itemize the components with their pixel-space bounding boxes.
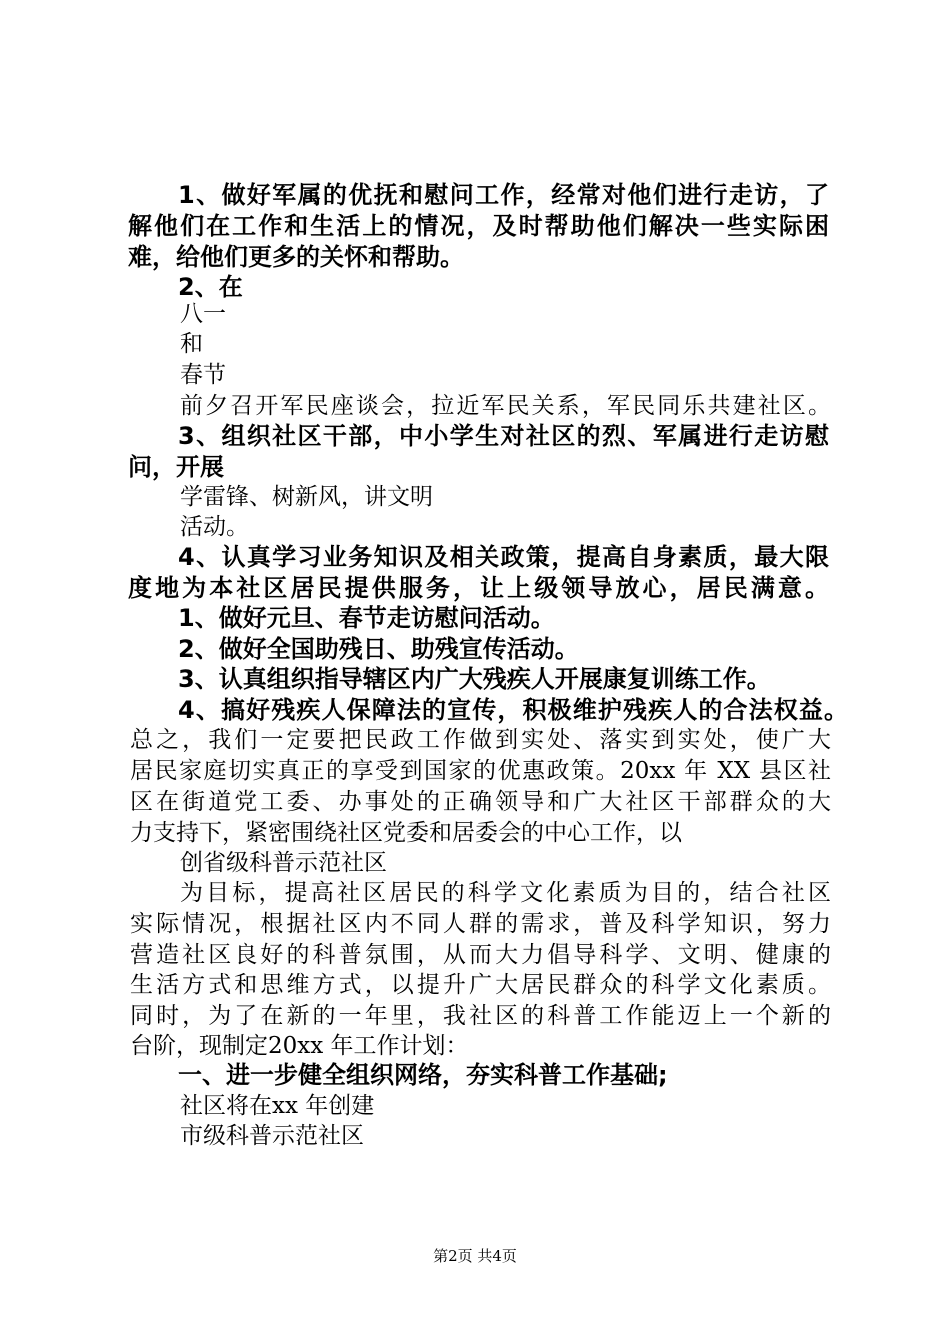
text-line-25: 实际情况，根据社区内不同人群的需求，普及科学知识，努力	[130, 911, 831, 937]
text-line-17: 3、认真组织指导辖区内广大残疾人开展康复训练工作。	[178, 665, 771, 693]
text-line-1: 1、做好军属的优抚和慰问工作，经常对他们进行走访，了	[178, 181, 829, 209]
text-line-14: 度地为本社区居民提供服务，让上级领导放心，居民满意。	[128, 574, 829, 602]
text-line-23: 创省级科普示范社区	[180, 850, 387, 876]
text-line-20: 居民家庭切实真正的享受到国家的优惠政策。20xx 年 XX 县区社	[130, 758, 831, 784]
text-line-4: 2、在	[178, 273, 243, 301]
text-line-2: 解他们在工作和生活上的情况，及时帮助他们解决一些实际困	[128, 212, 829, 240]
text-line-11: 学雷锋、树新风，讲文明	[180, 484, 433, 510]
text-line-18: 4、搞好残疾人保障法的宣传，积极维护残疾人的合法权益。	[178, 696, 848, 724]
text-line-32: 市级科普示范社区	[180, 1123, 364, 1149]
text-line-7: 春节	[180, 362, 226, 388]
text-line-16: 2、做好全国助残日、助残宣传活动。	[178, 635, 579, 663]
text-line-10: 问，开展	[128, 453, 224, 481]
text-line-27: 生活方式和思维方式，以提升广大居民群众的科学文化素质。	[130, 972, 831, 998]
text-line-24: 为目标，提高社区居民的科学文化素质为目的，结合社区	[180, 880, 831, 906]
text-line-15: 1、做好元旦、春节走访慰问活动。	[178, 604, 555, 632]
text-line-8: 前夕召开军民座谈会，拉近军民关系，军民同乐共建社区。	[180, 393, 831, 419]
text-line-13: 4、认真学习业务知识及相关政策，提高自身素质，最大限	[178, 543, 829, 571]
text-line-19: 总之，我们一定要把民政工作做到实处、落实到实处，使广大	[130, 727, 831, 753]
text-line-30: 一、进一步健全组织网络，夯实科普工作基础;	[178, 1061, 668, 1089]
text-line-6: 和	[180, 331, 203, 357]
text-line-21: 区在街道党工委、办事处的正确领导和广大社区干部群众的大	[130, 789, 831, 815]
text-line-9: 3、组织社区干部，中小学生对社区的烈、军属进行走访慰	[178, 422, 829, 450]
text-line-29: 台阶，现制定20xx 年工作计划：	[130, 1033, 469, 1059]
text-line-31: 社区将在xx 年创建	[180, 1093, 375, 1119]
text-line-3: 难，给他们更多的关怀和帮助。	[128, 243, 464, 271]
text-line-28: 同时，为了在新的一年里，我社区的科普工作能迈上一个新的	[130, 1003, 831, 1029]
text-line-26: 营造社区良好的科普氛围，从而大力倡导科学、文明、健康的	[130, 942, 831, 968]
page-footer: 第2页 共4页	[433, 1247, 517, 1265]
text-line-5: 八一	[180, 301, 226, 327]
text-line-12: 活动。	[180, 514, 249, 540]
text-line-22: 力支持下，紧密围绕社区党委和居委会的中心工作，以	[130, 820, 682, 846]
